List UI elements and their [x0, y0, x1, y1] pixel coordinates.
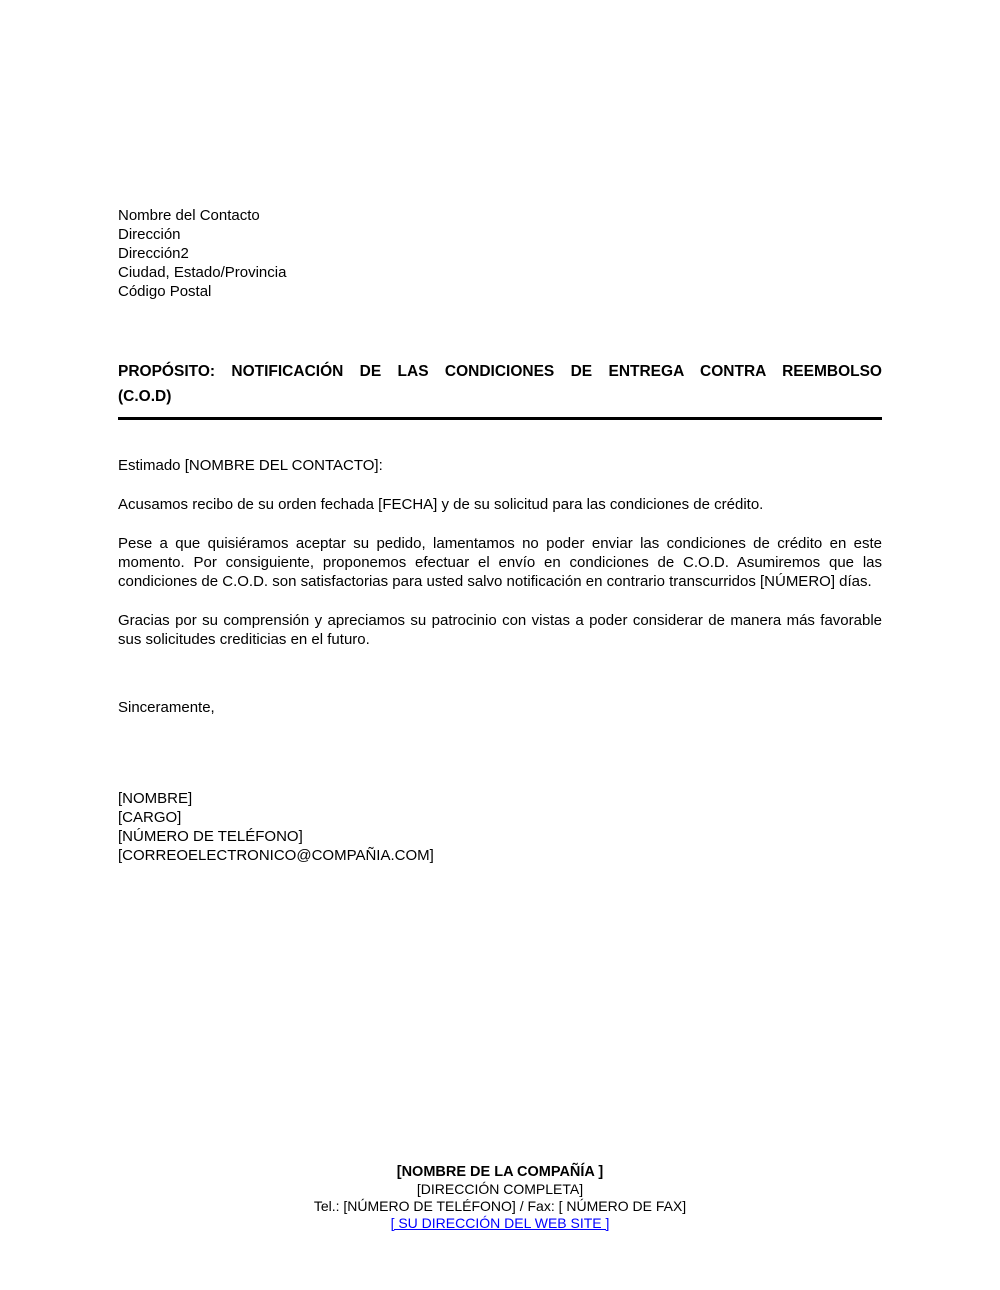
subject-underline-rule: [118, 417, 882, 420]
footer-website-line: [0, 1215, 1000, 1232]
recipient-city-state: Ciudad, Estado/Provincia: [118, 264, 287, 281]
signature-email: [CORREOELECTRONICO@COMPAÑIA.COM]: [118, 847, 434, 864]
footer-address: [DIRECCIÓN COMPLETA]: [416, 1181, 584, 1197]
footer-company-name: [NOMBRE DE LA COMPAÑÍA ]: [396, 1164, 604, 1180]
signature-block: [118, 789, 882, 865]
recipient-contact-name: Nombre del Contacto: [118, 207, 260, 224]
recipient-block: [118, 206, 882, 301]
footer-phone-fax: Tel.: [NÚMERO DE TELÉFONO] / Fax: [ NÚMERO DE FAX]: [313, 1198, 687, 1214]
subject-title-line1: PROPÓSITO: NOTIFICACIÓN DE LAS CONDICIONES DE ENTREGA CONTRA REEMBOLSO: [118, 363, 882, 380]
subject-block: [118, 359, 882, 420]
subject-title-line2: (C.O.D): [118, 388, 172, 405]
recipient-address-2: Dirección2: [118, 245, 189, 262]
body-paragraph-2: Pese a que quisiéramos aceptar su pedido, lamentamos no poder enviar las condiciones de crédito en este momento. Por consiguiente, proponemos efectuar el envío en condiciones de C.O.D. Asumiremos que las condiciones de C.O.D. son satisfactorias para usted salvo notificación en contrario transcurridos [NÚMERO] días.: [118, 535, 882, 590]
body-paragraph-3: Gracias por su comprensión y apreciamos su patrocinio con vistas a poder considerar de manera más favorable sus solicitudes crediticias en el futuro.: [118, 612, 882, 648]
signature-title: [CARGO]: [118, 809, 182, 826]
letter-footer: [0, 1164, 1000, 1232]
salutation: Estimado [NOMBRE DEL CONTACTO]:: [118, 457, 383, 474]
signature-name: [NOMBRE]: [118, 790, 193, 807]
footer-website-link[interactable]: [ SU DIRECCIÓN DEL WEB SITE ]: [390, 1215, 610, 1231]
closing-salutation: Sinceramente,: [118, 699, 215, 716]
signature-phone: [NÚMERO DE TELÉFONO]: [118, 828, 303, 845]
body-paragraph-1: Acusamos recibo de su orden fechada [FECHA] y de su solicitud para las condiciones de crédito.: [118, 496, 764, 513]
recipient-postal-code: Código Postal: [118, 283, 212, 300]
recipient-address-1: Dirección: [118, 226, 181, 243]
